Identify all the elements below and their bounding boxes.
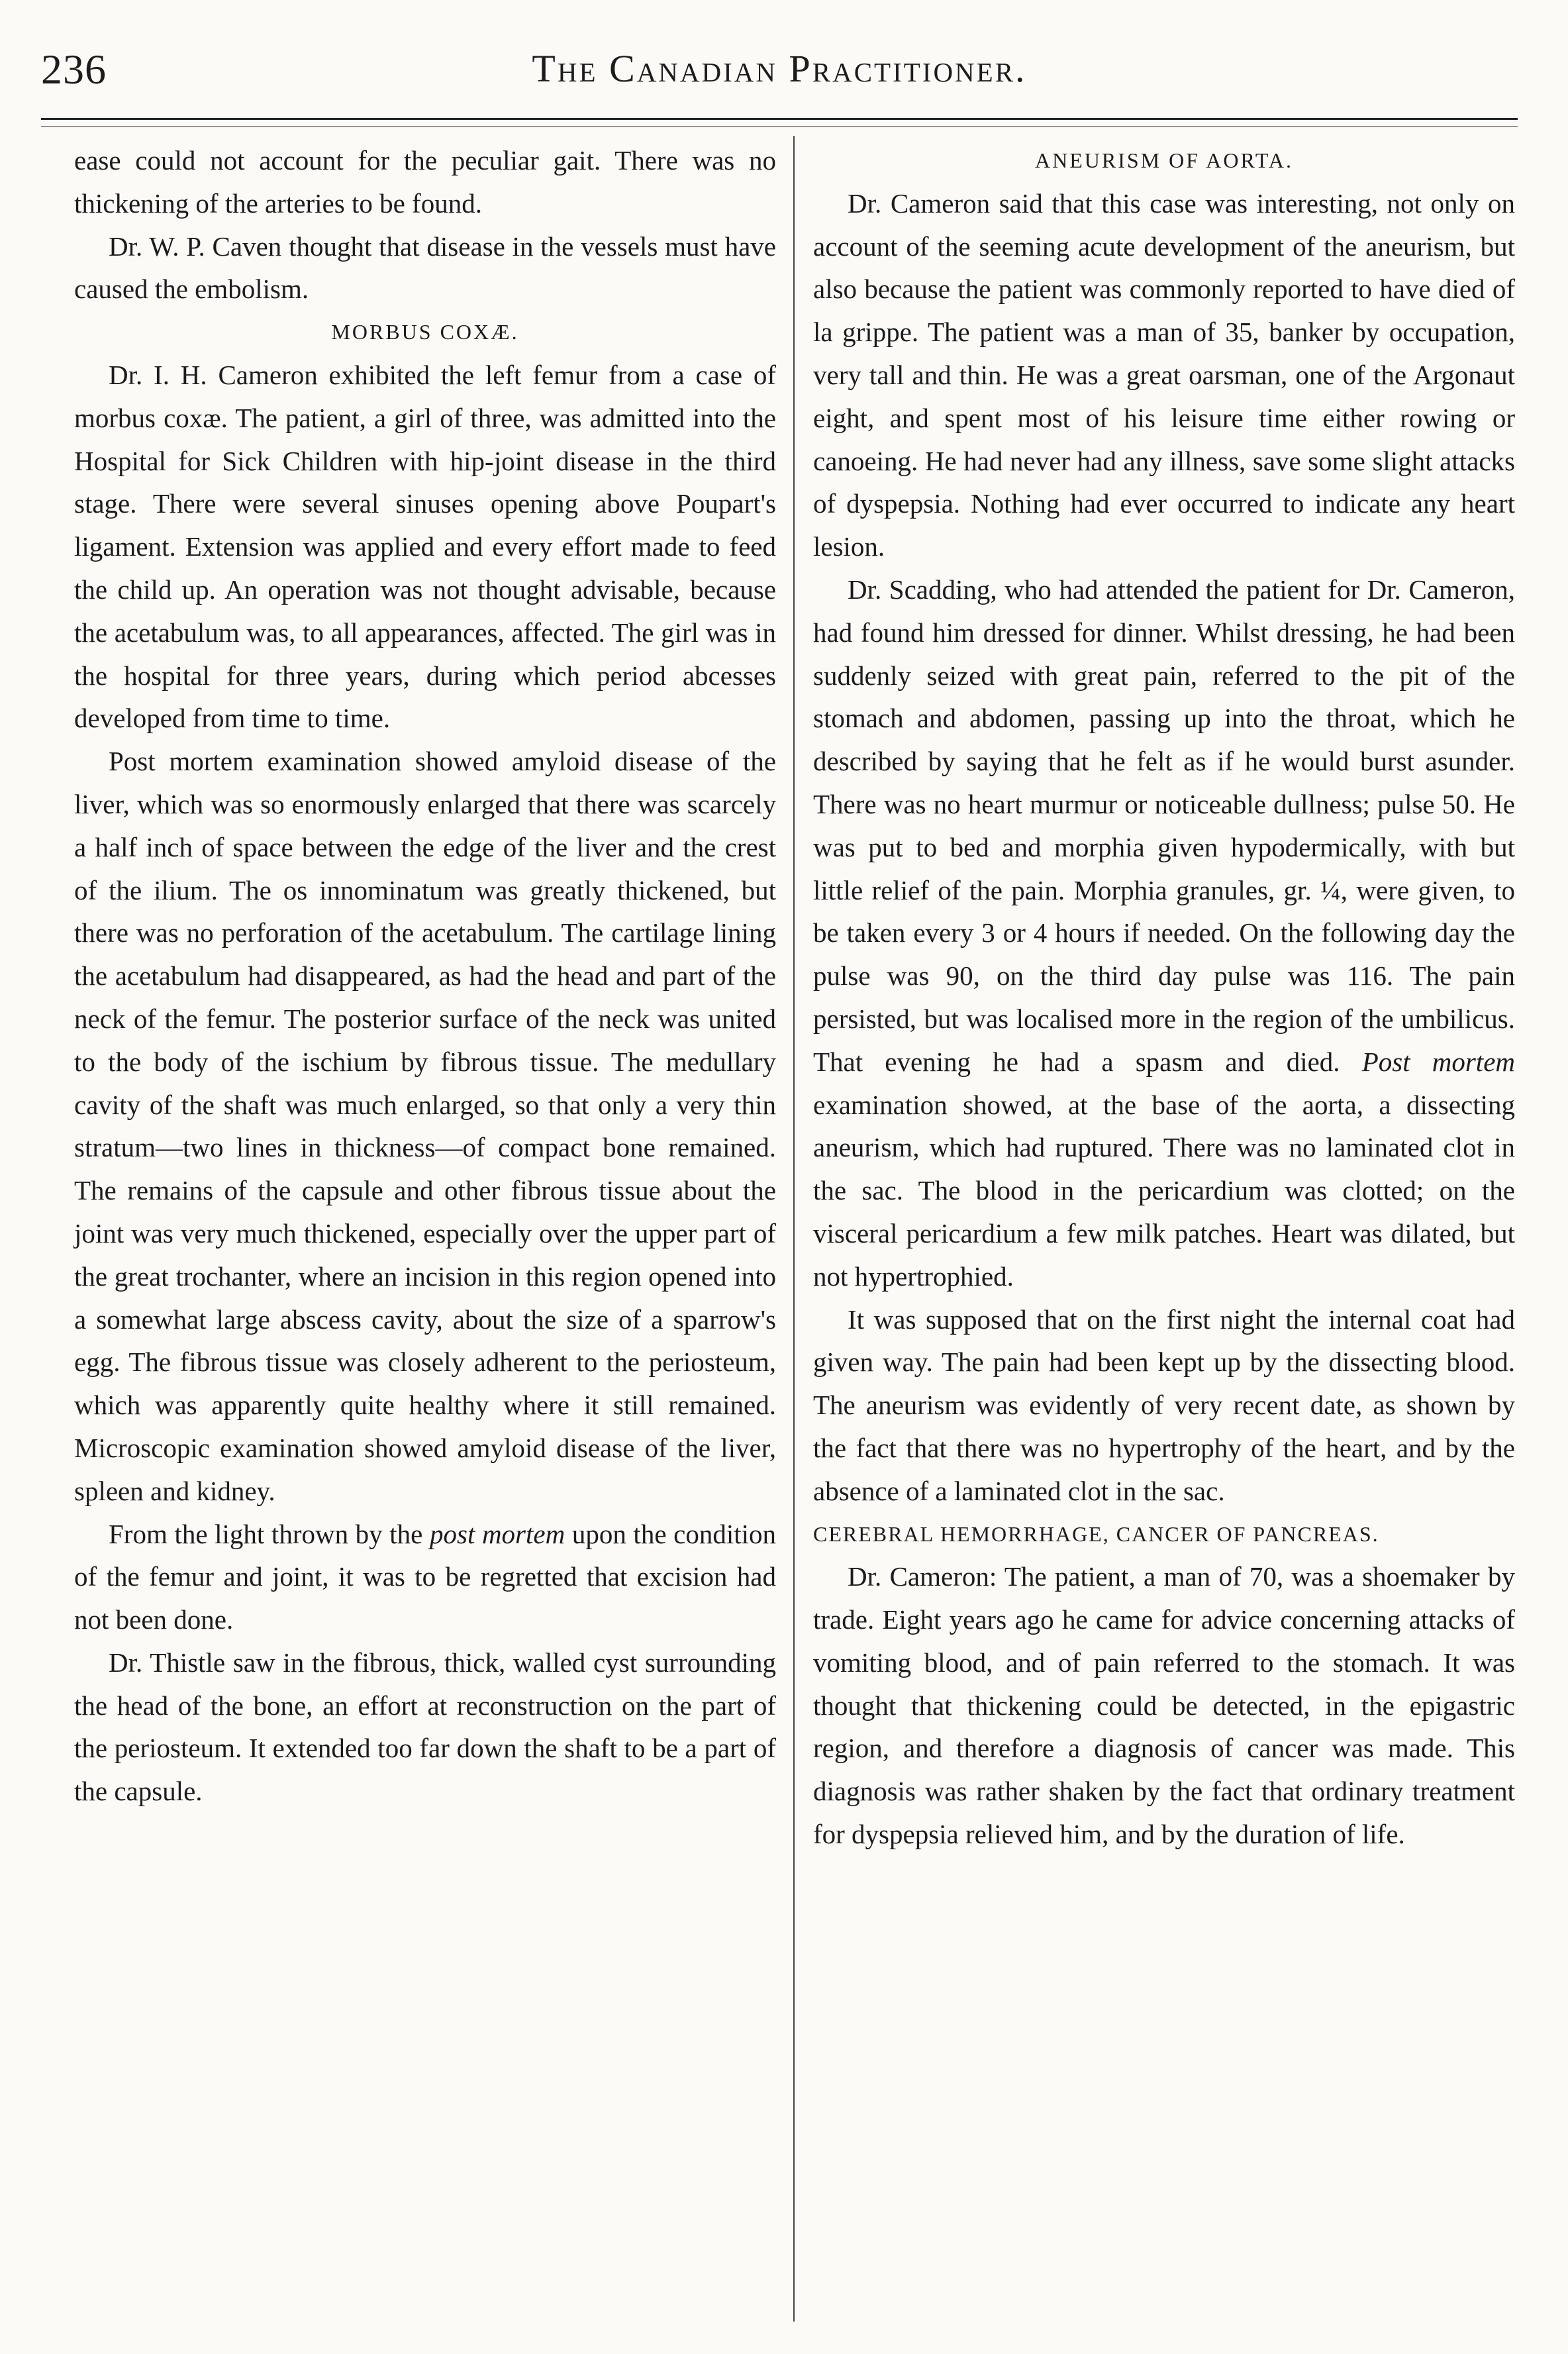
section-heading-cerebral-hemorrhage: CEREBRAL HEMORRHAGE, CANCER OF PANCREAS. xyxy=(813,1521,1379,1546)
header-rule-thin xyxy=(41,126,1518,127)
section-heading-morbus-coxae: MORBUS COXÆ. xyxy=(331,320,519,344)
paragraph xyxy=(813,568,1515,1298)
page-number: 236 xyxy=(41,46,107,93)
italic-text: Post mortem xyxy=(1361,1046,1515,1077)
italic-text: post mortem xyxy=(430,1518,565,1549)
text-run: examination showed, at the base of the aorta, a dissecting aneurism, which had ruptured. There was no laminated clot in the sac. The blood in the pericardium was clotted; on the visceral pericardium a few milk patches. Heart was dilated, but not hypertrophied. xyxy=(813,1089,1515,1292)
paragraph: Dr. Thistle saw in the fibrous, thick, walled cyst surrounding the head of the bone, an effort at reconstruction on the part of the periosteum. It extended too far down the shaft to be a part of the capsule. xyxy=(74,1647,776,1807)
paragraph: Dr. Cameron said that this case was interesting, not only on account of the seeming acute development of the aneurism, but also because the patient was commonly reported to have died of la grippe. The patient was a man of 35, banker by occupation, very tall and thin. He was a great oarsman, one of the Argonaut eight, and spent most of his leisure time either rowing or canoeing. He had never had any illness, save some slight attacks of dyspepsia. Nothing had ever occurred to indicate any heart lesion. xyxy=(813,187,1515,562)
running-title: The Canadian Practitioner. xyxy=(532,47,1027,90)
paragraph: ease could not account for the peculiar gait. There was no thickening of the arteries to be found. xyxy=(74,145,776,219)
text-run: Dr. Scadding, who had attended the patient for Dr. Cameron, had found him dressed for dinner. Whilst dressing, he had been suddenly seized with great pain, referred to the pit of the stomach and abdomen, passing up into the throat, which he described by saying that he felt as if he would burst asunder. There was no heart murmur or noticeable dullness; pulse 50. He was put to bed and morphia given hypodermically, with but little relief of the pain. Morphia granules, gr. ¼, were given, to be taken every 3 or 4 hours if needed. On the following day the pulse was 90, on the third day pulse was 116. The pain persisted, but was localised more in the region of the umbilicus. That evening he had a spasm and died. xyxy=(813,574,1515,1077)
paragraph: Post mortem examination showed amyloid disease of the liver, which was so enormously enlarged that there was scarcely a half inch of space between the edge of the liver and the crest of the ilium. The os innominatum was greatly thickened, but there was no perforation of the acetabulum. The cartilage lining the acetabulum had disappeared, as had the head and part of the neck of the femur. The posterior surface of the neck was united to the body of the ischium by fibrous tissue. The medullary cavity of the shaft was much enlarged, so that only a very thin stratum—two lines in thickness—of compact bone remained. The remains of the capsule and other fibrous tissue about the joint was very much thickened, especially over the upper part of the great trochanter, where an incision in this region opened into a somewhat large abscess cavity, about the size of a sparrow's egg. The fibrous tissue was closely adherent to the periosteum, which was apparently quite healthy where it still remained. Microscopic examination showed amyloid disease of the liver, spleen and kidney. xyxy=(74,746,776,1506)
header-rule xyxy=(41,118,1518,120)
paragraph xyxy=(74,1513,776,1641)
page-header xyxy=(41,40,1518,113)
text-run: upon the condition of the femur and joint, it was to be regretted that excision had not been done. xyxy=(74,1518,776,1635)
paragraph: Dr. W. P. Caven thought that disease in the vessels must have caused the embolism. xyxy=(74,230,776,305)
text-run: From the light thrown by the xyxy=(109,1518,430,1549)
column-divider xyxy=(793,136,795,2322)
right-column xyxy=(813,139,1515,1856)
paragraph: It was supposed that on the first night the internal coat had given way. The pain had been kept up by the dissecting blood. The aneurism was evidently of very recent date, as shown by the fact that there was no hypertrophy of the heart, and by the absence of a laminated clot in the sac. xyxy=(813,1304,1515,1506)
section-heading-aneurism: ANEURISM OF AORTA. xyxy=(1035,148,1293,172)
paragraph: Dr. Cameron: The patient, a man of 70, was a shoemaker by trade. Eight years ago he came for advice concerning attacks of vomiting blood, and of pain referred to the stomach. It was thought that thickening could be detected, in the epigastric region, and therefore a diagnosis of cancer was made. This diagnosis was rather shaken by the fact that ordinary treatment for dyspepsia relieved him, and by the duration of life. xyxy=(813,1561,1515,1850)
left-column xyxy=(74,139,776,1813)
paragraph: Dr. I. H. Cameron exhibited the left femur from a case of morbus coxæ. The patient, a girl of three, was admitted into the Hospital for Sick Children with hip-joint disease in the third stage. There were several sinuses opening above Poupart's ligament. Extension was applied and every effort made to feed the child up. An operation was not thought advisable, because the acetabulum was, to all appearances, affected. The girl was in the hospital for three years, during which period abcesses developed from time to time. xyxy=(74,359,776,734)
